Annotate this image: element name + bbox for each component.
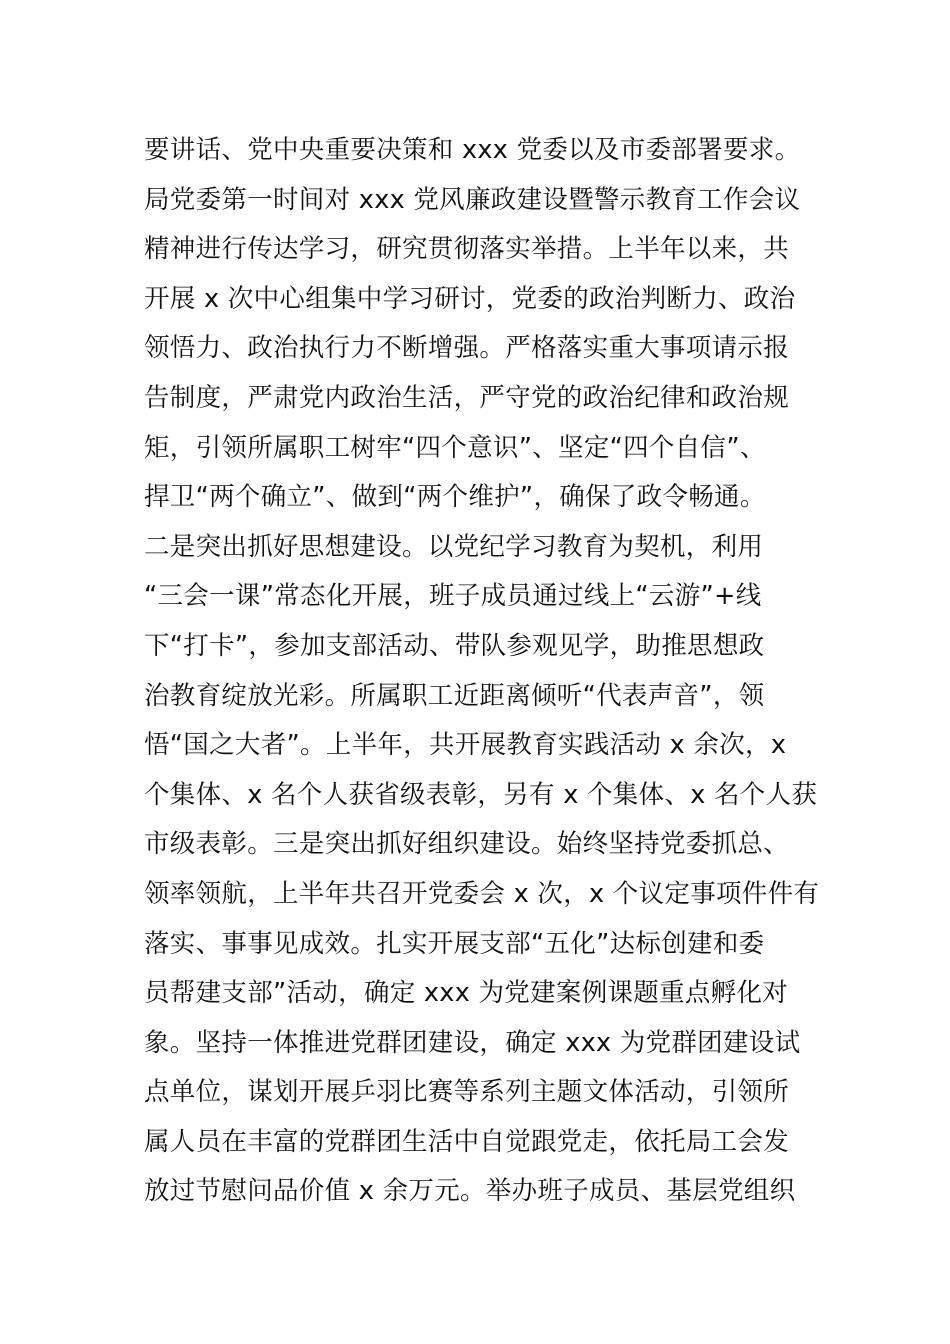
body-text	[144, 126, 844, 1217]
text-line: 要讲话、党中央重要决策和 xxx 党委以及市委部署要求。	[144, 135, 801, 165]
text-line: 市级表彰。三是突出抓好组织建设。始终坚持党委抓总、	[144, 829, 790, 860]
text-line: “三会一课”常态化开展，班子成员通过线上“云游”+线	[144, 581, 762, 612]
text-line: 开展 x 次中心组集中学习研讨，党委的政治判断力、政治	[144, 283, 796, 314]
text-line: 二是突出抓好思想建设。以党纪学习教育为契机，利用	[144, 531, 764, 562]
text-line: 治教育绽放光彩。所属职工近距离倾听“代表声音”，领	[144, 680, 765, 711]
text-line: 个集体、x 名个人获省级表彰，另有 x 个集体、x 名个人获	[144, 779, 818, 810]
text-line: 告制度，严肃党内政治生活，严守党的政治纪律和政治规	[144, 382, 790, 413]
text-line: 领率领航，上半年共召开党委会 x 次，x 个议定事项件件有	[144, 878, 820, 909]
text-line: 矩，引领所属职工树牢“四个意识”、坚定“四个自信”、	[144, 432, 766, 463]
text-line: 点单位，谋划开展乒羽比赛等系列主题文体活动，引领所	[144, 1077, 790, 1108]
text-line: 下“打卡”，参加支部活动、带队参观见学，助推思想政	[144, 630, 765, 661]
text-line: 属人员在丰富的党群团生活中自觉跟党走，依托局工会发	[144, 1126, 790, 1157]
text-line: 象。坚持一体推进党群团建设，确定 xxx 为党群团建设试	[144, 1027, 801, 1058]
text-line: 领悟力、政治执行力不断增强。严格落实重大事项请示报	[144, 333, 790, 364]
text-line: 捍卫“两个确立”、做到“两个维护”，确保了政令畅通。	[144, 482, 766, 513]
text-line: 放过节慰问品价值 x 余万元。举办班子成员、基层党组织	[144, 1176, 796, 1207]
text-line: 悟“国之大者”。上半年，共开展教育实践活动 x 余次，x	[144, 730, 787, 761]
text-line: 落实、事事见成效。扎实开展支部“五化”达标创建和委	[144, 928, 765, 959]
text-line: 员帮建支部”活动，确定 xxx 为党建案例课题重点孵化对	[144, 978, 789, 1009]
text-line: 精神进行传达学习，研究贯彻落实举措。上半年以来，共	[144, 234, 790, 265]
text-line: 局党委第一时间对 xxx 党风廉政建设暨警示教育工作会议	[144, 184, 801, 215]
